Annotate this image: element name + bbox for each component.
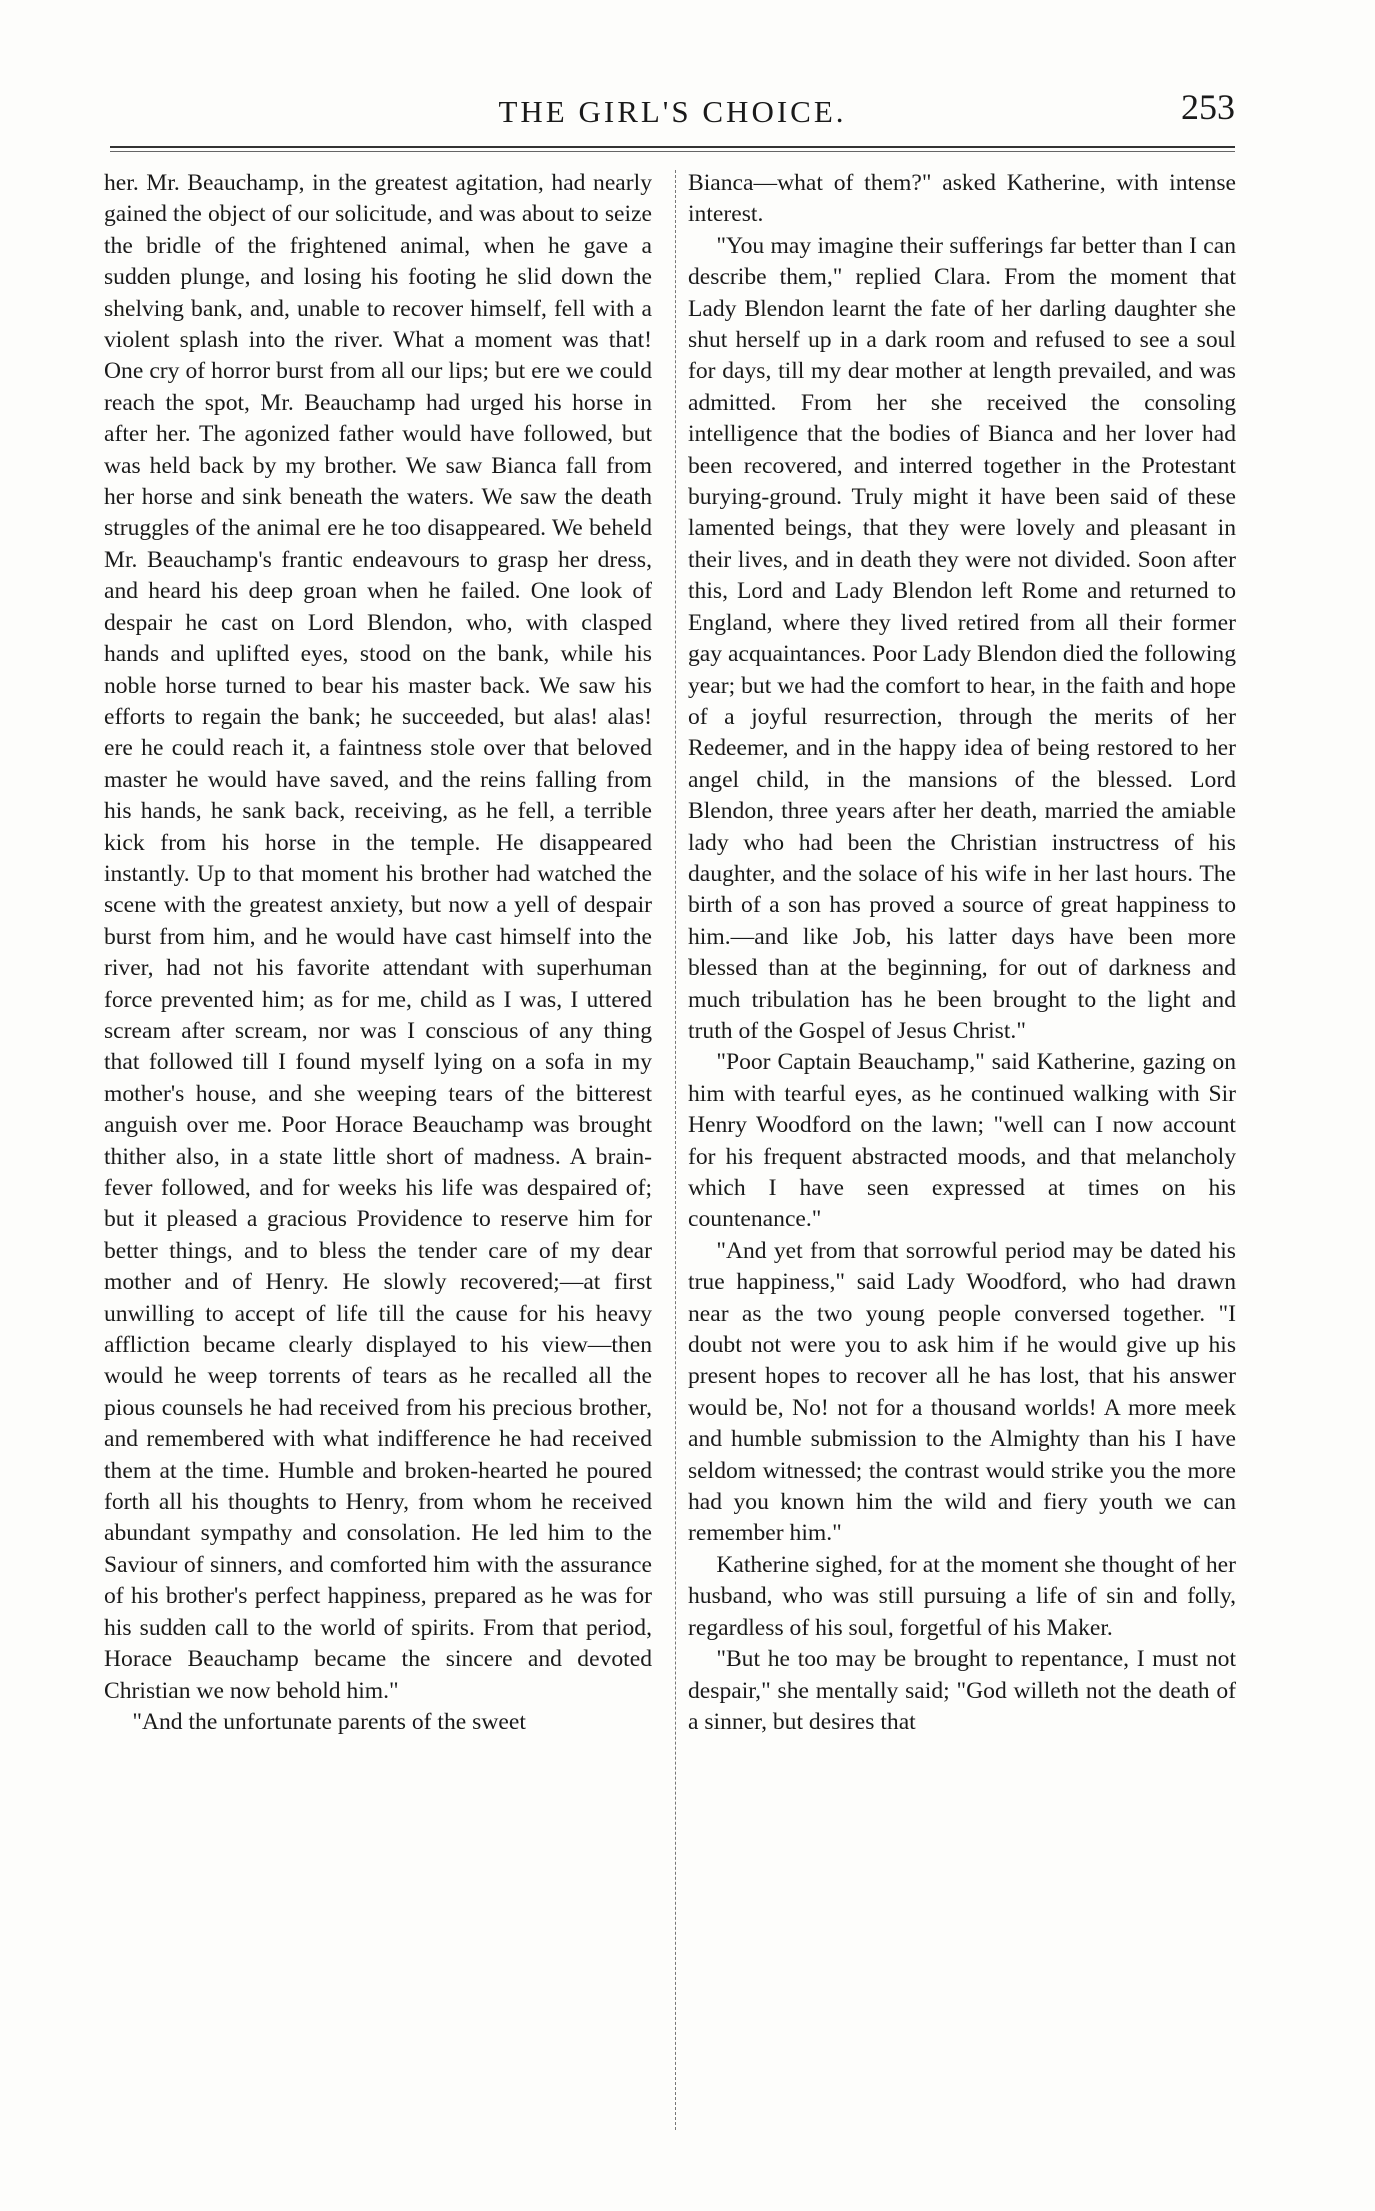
paragraph: her. Mr. Beauchamp, in the greatest agitation, had nearly gained the object of our solicitude, and was about to seize the bridle of the frightened animal, when he gave a sudden plunge, and losing his footing he slid down the shelving bank, and, unable to recover himself, fell with a violent splash into the river. What a moment was that! One cry of horror burst from all our lips; but ere we could reach the spot, Mr. Beauchamp had urged his horse in after her. The agonized father would have followed, but was held back by my brother. We saw Bianca fall from her horse and sink beneath the waters. We saw the death struggles of the animal ere he too disappeared. We beheld Mr. Beauchamp's frantic endeavours to grasp her dress, and heard his deep groan when he failed. One look of despair he cast on Lord Blendon, who, with clasped hands and uplifted eyes, stood on the bank, while his noble horse turned to bear his master back. We saw his efforts to regain the bank; he succeeded, but alas! alas! ere he could reach it, a faintness stole over that beloved master he would have saved, and the reins falling from his hands, he sank back, receiving, as he fell, a terrible kick from his horse in the temple. He disappeared instantly. Up to that moment his brother had watched the scene with the greatest anxiety, but now a yell of despair burst from him, and he would have cast himself into the river, had not his favorite attendant with superhuman force prevented him; as for me, child as I was, I uttered scream after scream, nor was I conscious of any thing that followed till I found myself lying on a sofa in my mother's house, and she weeping tears of the bitterest anguish over me. Poor Horace Beauchamp was brought thither also, in a state little short of madness. A brain-fever followed, and for weeks his life was despaired of; but it pleased a gracious Providence to reserve him for better things, and to bless the tender care of my dear mother and of Henry. He slowly recovered;—at first unwilling to accept of life till the cause for his heavy affliction became clearly displayed to his view—then would he weep torrents of tears as he recalled all the pious counsels he had received from his precious brother, and remembered with what indifference he had received them at the time. Humble and broken-hearted he poured forth all his thoughts to Henry, from whom he received abundant sympathy and consolation. He led him to the Saviour of sinners, and comforted him with the assurance of his brother's perfect happiness, prepared as he was for his sudden call to the world of spirits. From that period, Horace Beauchamp became the sincere and devoted Christian we now behold him." xyxy=(104,170,652,1704)
paragraph: Bianca—what of them?" asked Katherine, with intense interest. xyxy=(688,170,1236,228)
header-rule xyxy=(110,146,1235,152)
paragraph: "But he too may be brought to repentance, I must not despair," she mentally said; "God willeth not the death of a sinner, but desires that xyxy=(688,1646,1236,1735)
column-divider xyxy=(675,170,676,2130)
right-column xyxy=(688,168,1236,1738)
left-column xyxy=(104,168,652,1738)
paragraph: "Poor Captain Beauchamp," said Katherine, gazing on him with tearful eyes, as he continued walking with Sir Henry Woodford on the lawn; "well can I now account for his frequent abstracted moods, and that melancholy which I have seen expressed at times on his countenance." xyxy=(688,1049,1236,1233)
page-number: 253 xyxy=(1181,87,1235,127)
page-header xyxy=(110,80,1235,140)
running-title: THE GIRL'S CHOICE. xyxy=(498,94,847,129)
paragraph: Katherine sighed, for at the moment she thought of her husband, who was still pursuing a life of sin and folly, regardless of his soul, forgetful of his Maker. xyxy=(688,1551,1236,1641)
paragraph: "You may imagine their sufferings far better than I can describe them," replied Clara. From the moment that Lady Blendon learnt the fate of her darling daughter she shut herself up in a dark room and refused to see a soul for days, till my dear mother at length prevailed, and was admitted. From her she received the consoling intelligence that the bodies of Bianca and her lover had been recovered, and interred together in the Protestant burying-ground. Truly might it have been said of these lamented beings, that they were lovely and pleasant in their lives, and in death they were not divided. Soon after this, Lord and Lady Blendon left Rome and returned to England, where they lived retired from all their former gay acquaintances. Poor Lady Blendon died the following year; but we had the comfort to hear, in the faith and hope of a joyful resurrection, through the merits of her Redeemer, and in the happy idea of being restored to her angel child, in the mansions of the blessed. Lord Blendon, three years after her death, married the amiable lady who had been the Christian instructress of his daughter, and the solace of his wife in her last hours. The birth of a son has proved a source of great happiness to him.—and like Job, his latter days have been more blessed than at the beginning, for out of darkness and much tribulation has he been brought to the light and truth of the Gospel of Jesus Christ." xyxy=(688,232,1236,1044)
paragraph: "And the unfortunate parents of the sweet xyxy=(132,1708,526,1735)
paragraph: "And yet from that sorrowful period may be dated his true happiness," said Lady Woodford, who had drawn near as the two young people conversed together. "I doubt not were you to ask him if he would give up his present hopes to recover all he has lost, that his answer would be, No! not for a thousand worlds! A more meek and humble submission to the Almighty than his I have seldom witnessed; the contrast would strike you the more had you known him the wild and fiery youth we can remember him." xyxy=(688,1237,1236,1547)
